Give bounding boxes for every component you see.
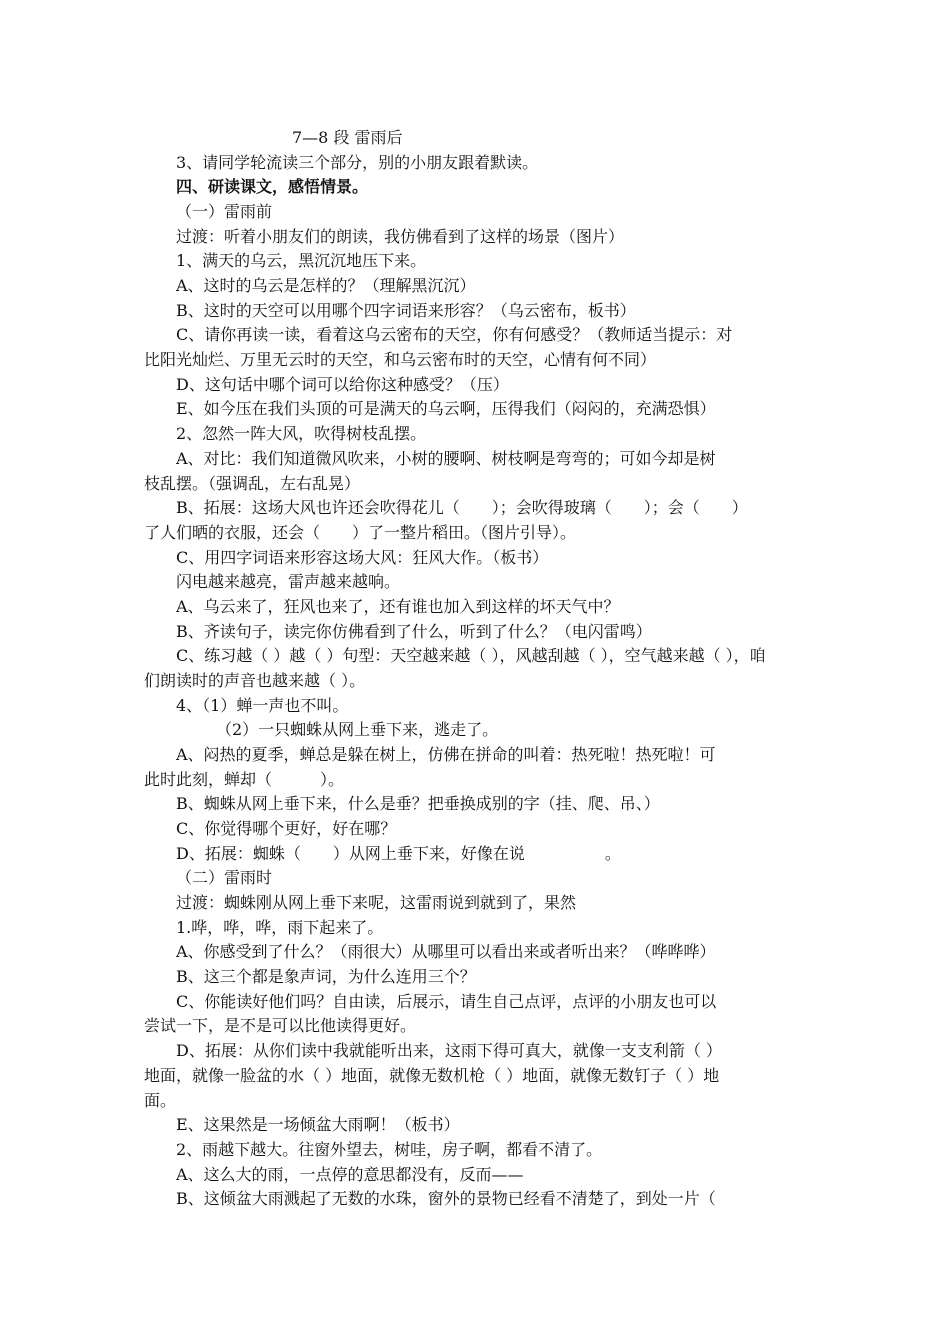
text-line: D、拓展：蜘蛛（ ）从网上垂下来，好像在说 。 xyxy=(176,843,621,863)
text-line: B、蜘蛛从网上垂下来，什么是垂？把垂换成别的字（挂、爬、吊、） xyxy=(176,794,660,814)
text-line: C、你能读好他们吗？自由读，后展示，请生自己点评，点评的小朋友也可以 xyxy=(176,991,717,1011)
text-line: 4、（1）蝉一声也不叫。 xyxy=(176,695,349,715)
text-line: D、这句话中哪个词可以给你这种感受？（压） xyxy=(176,374,509,394)
text-line: A、你感受到了什么？（雨很大）从哪里可以看出来或者听出来？（哗哗哗） xyxy=(176,942,716,962)
text-line: C、请你再读一读，看着这乌云密布的天空，你有何感受？（教师适当提示：对 xyxy=(176,325,733,345)
text-line: A、这么大的雨，一点停的意思都没有，反而—— xyxy=(176,1164,524,1184)
text-line: 此时此刻，蝉却（ ）。 xyxy=(144,769,345,789)
text-line: 了人们晒的衣服，还会（ ）了一整片稻田。（图片引导）。 xyxy=(144,522,577,542)
text-line: 过渡：蜘蛛刚从网上垂下来呢，这雷雨说到就到了，果然 xyxy=(176,893,577,913)
text-line: 地面，就像一脸盆的水（ ）地面，就像无数机枪（ ）地面，就像无数钉子（ ）地 xyxy=(144,1065,720,1085)
text-line: 2、忽然一阵大风，吹得树枝乱摆。 xyxy=(176,424,427,444)
text-line: B、这三个都是象声词，为什么连用三个？ xyxy=(176,967,476,987)
text-line: （2）一只蜘蛛从网上垂下来，逃走了。 xyxy=(216,720,499,740)
text-line: 比阳光灿烂、万里无云时的天空，和乌云密布时的天空，心情有何不同） xyxy=(144,350,657,370)
text-line: 过渡：听着小朋友们的朗读，我仿佛看到了这样的场景（图片） xyxy=(176,226,625,246)
text-line: 2、雨越下越大。往窗外望去，树哇，房子啊，都看不清了。 xyxy=(176,1139,603,1159)
text-line: D、拓展：从你们读中我就能听出来，这雨下得可真大，就像一支支利箭（ ） xyxy=(176,1041,722,1061)
text-line: C、用四字词语来形容这场大风：狂风大作。（板书） xyxy=(176,547,549,567)
text-line: 3、请同学轮流读三个部分，别的小朋友跟着默读。 xyxy=(176,152,539,172)
text-line: 1、满天的乌云，黑沉沉地压下来。 xyxy=(176,251,427,271)
text-line: 们朗读时的声音也越来越（ ）。 xyxy=(144,670,366,690)
text-line: E、如今压在我们头顶的可是满天的乌云啊，压得我们（闷闷的，充满恐惧） xyxy=(176,399,716,419)
text-line: A、对比：我们知道微风吹来，小树的腰啊、树枝啊是弯弯的；可如今却是树 xyxy=(176,448,716,468)
text-line: 尝试一下，是不是可以比他读得更好。 xyxy=(144,1016,417,1036)
text-line: 闪电越来越亮，雷声越来越响。 xyxy=(176,572,401,592)
text-line: A、这时的乌云是怎样的？（理解黑沉沉） xyxy=(176,276,476,296)
text-line: A、乌云来了，狂风也来了，还有谁也加入到这样的坏天气中？ xyxy=(176,596,620,616)
text-line: C、练习越（ ）越（ ）句型：天空越来越（ ），风越刮越（ ），空气越来越（ ），咱 xyxy=(176,646,766,666)
text-line: E、这果然是一场倾盆大雨啊！（板书） xyxy=(176,1115,460,1135)
text-line: C、你觉得哪个更好，好在哪？ xyxy=(176,819,397,839)
text-line: B、拓展：这场大风也许还会吹得花儿（ ）；会吹得玻璃（ ）；会（ ） xyxy=(176,498,748,518)
text-line: （二）雷雨时 xyxy=(176,868,273,888)
text-line: 枝乱摆。（强调乱，左右乱晃） xyxy=(144,473,361,493)
text-line: A、闷热的夏季，蝉总是躲在树上，仿佛在拼命的叫着：热死啦！热死啦！可 xyxy=(176,745,716,764)
text-line: 1.哗，哗，哗，雨下起来了。 xyxy=(176,917,384,937)
text-line: B、齐读句子，读完你仿佛看到了什么，听到了什么？（电闪雷鸣） xyxy=(176,621,652,641)
text-line: B、这时的天空可以用哪个四字词语来形容？（乌云密布，板书） xyxy=(176,300,636,320)
text-line: 面。 xyxy=(144,1090,177,1110)
text-line: （一）雷雨前 xyxy=(176,202,273,222)
text-line: B、这倾盆大雨溅起了无数的水珠，窗外的景物已经看不清楚了，到处一片（ xyxy=(176,1189,716,1209)
text-line: 四、研读课文，感悟情景。 xyxy=(176,177,369,197)
text-line: 7—8 段 雷雨后 xyxy=(292,128,403,147)
